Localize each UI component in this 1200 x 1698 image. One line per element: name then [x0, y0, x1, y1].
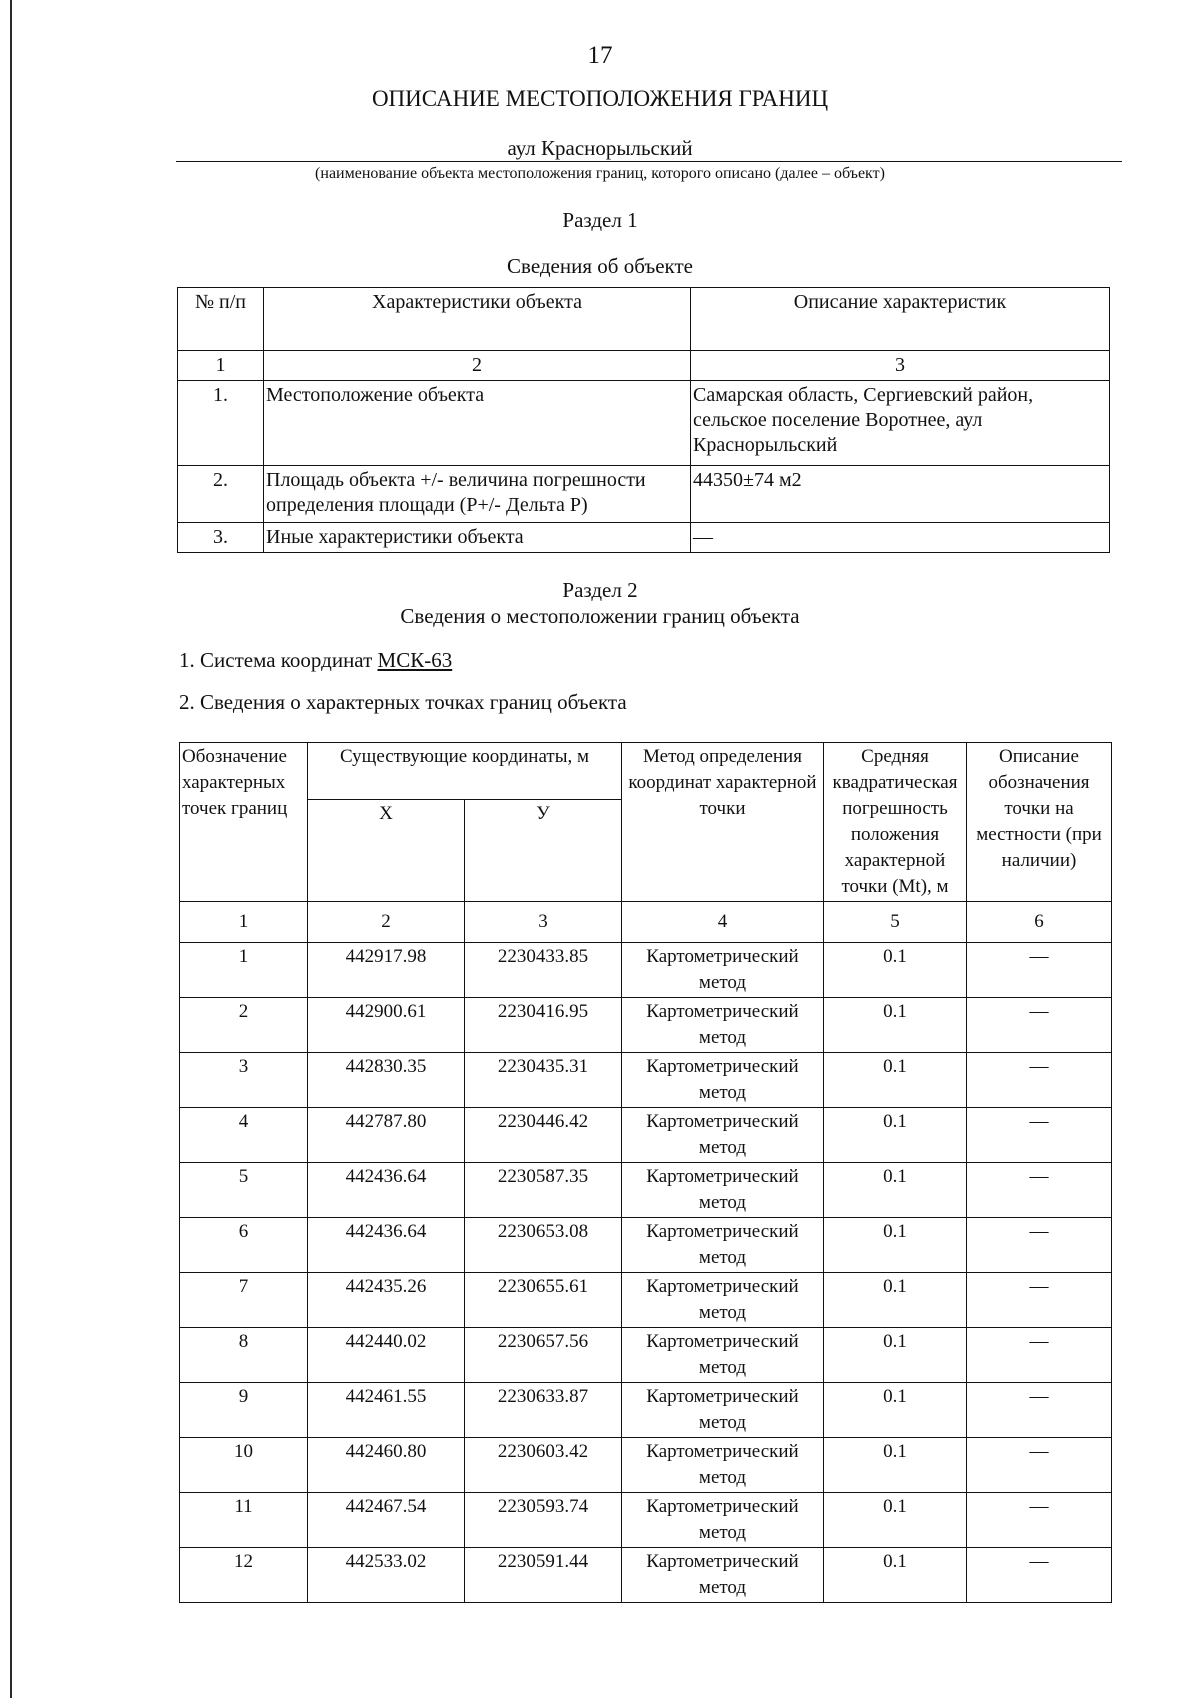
point-y: 2230653.08 [465, 1218, 622, 1273]
table-row [178, 466, 1110, 523]
coordinate-system-label: 1. Система координат [179, 648, 378, 672]
table-row [180, 1548, 1112, 1603]
point-x: 442436.64 [308, 1218, 465, 1273]
point-x: 442917.98 [308, 943, 465, 998]
header-cell-error: Средняя квадратическая погрешность положения характерной точки (Mt), м [824, 743, 967, 902]
point-error: 0.1 [824, 1383, 967, 1438]
table-row [180, 1218, 1112, 1273]
boundary-points-table [179, 742, 1112, 1603]
point-id: 11 [180, 1493, 308, 1548]
header-cell-y: У [465, 799, 622, 901]
coordinate-system-value: МСК-63 [377, 648, 453, 672]
point-y: 2230655.61 [465, 1273, 622, 1328]
table-row [180, 1438, 1112, 1493]
point-error: 0.1 [824, 1493, 967, 1548]
row-number: 3. [178, 523, 264, 553]
point-method: Картометрический метод [622, 1383, 824, 1438]
column-number-row [180, 902, 1112, 943]
point-id: 12 [180, 1548, 308, 1603]
point-error: 0.1 [824, 1273, 967, 1328]
column-number: 1 [178, 351, 264, 381]
column-number: 6 [967, 902, 1112, 943]
section1-heading: Раздел 1 [562, 208, 638, 232]
object-name: аул Краснорыльский [507, 136, 693, 160]
table-row [180, 998, 1112, 1053]
point-method: Картометрический метод [622, 1273, 824, 1328]
column-number: 4 [622, 902, 824, 943]
point-error: 0.1 [824, 1163, 967, 1218]
point-id: 7 [180, 1273, 308, 1328]
point-method: Картометрический метод [622, 998, 824, 1053]
point-method: Картометрический метод [622, 1438, 824, 1493]
row-characteristic: Местоположение объекта [264, 381, 691, 466]
point-id: 3 [180, 1053, 308, 1108]
row-description: 44350±74 м2 [691, 466, 1110, 523]
object-name-caption: (наименование объекта местоположения границ, которого описано (далее – объект) [315, 165, 885, 182]
point-y: 2230591.44 [465, 1548, 622, 1603]
header-cell-designation: Обозначение характерных точек границ [180, 743, 308, 902]
header-cell-number: № п/п [178, 288, 264, 351]
point-error: 0.1 [824, 1108, 967, 1163]
document-title: ОПИСАНИЕ МЕСТОПОЛОЖЕНИЯ ГРАНИЦ [371, 86, 829, 111]
point-error: 0.1 [824, 1328, 967, 1383]
table-row [180, 1328, 1112, 1383]
point-method: Картометрический метод [622, 1328, 824, 1383]
point-x: 442460.80 [308, 1438, 465, 1493]
point-id: 8 [180, 1328, 308, 1383]
header-cell-x: X [308, 799, 465, 901]
table-header-row [178, 288, 1110, 351]
table-row [180, 1383, 1112, 1438]
header-cell-coordinates: Существующие координаты, м [308, 743, 622, 800]
column-number: 2 [308, 902, 465, 943]
table-row [180, 1053, 1112, 1108]
point-y: 2230433.85 [465, 943, 622, 998]
point-id: 2 [180, 998, 308, 1053]
point-x: 442440.02 [308, 1328, 465, 1383]
point-method: Картометрический метод [622, 1493, 824, 1548]
point-method: Картометрический метод [622, 1218, 824, 1273]
page-number: 17 [587, 42, 613, 69]
column-number: 1 [180, 902, 308, 943]
section1-subheading: Сведения об объекте [507, 254, 693, 278]
row-description: Самарская область, Сергиевский район, сельское поселение Воротнее, аул Краснорыльский [691, 381, 1110, 466]
points-heading: 2. Сведения о характерных точках границ объекта [179, 690, 627, 714]
table-row [178, 381, 1110, 466]
point-id: 5 [180, 1163, 308, 1218]
point-error: 0.1 [824, 998, 967, 1053]
column-number-row [178, 351, 1110, 381]
point-description: — [967, 1273, 1112, 1328]
point-method: Картометрический метод [622, 943, 824, 998]
header-cell-description: Описание характеристик [691, 288, 1110, 351]
coordinate-system-line [179, 648, 452, 673]
table-row [180, 1163, 1112, 1218]
point-x: 442787.80 [308, 1108, 465, 1163]
column-number: 3 [465, 902, 622, 943]
point-y: 2230603.42 [465, 1438, 622, 1493]
section2-heading: Раздел 2 [562, 578, 638, 602]
point-description: — [967, 1053, 1112, 1108]
point-y: 2230633.87 [465, 1383, 622, 1438]
point-x: 442533.02 [308, 1548, 465, 1603]
header-cell-characteristic: Характеристики объекта [264, 288, 691, 351]
point-description: — [967, 943, 1112, 998]
point-y: 2230657.56 [465, 1328, 622, 1383]
section2-subheading: Сведения о местоположении границ объекта [400, 604, 800, 628]
point-description: — [967, 1548, 1112, 1603]
point-error: 0.1 [824, 1548, 967, 1603]
point-description: — [967, 1218, 1112, 1273]
point-y: 2230593.74 [465, 1493, 622, 1548]
point-error: 0.1 [824, 943, 967, 998]
point-description: — [967, 998, 1112, 1053]
point-description: — [967, 1438, 1112, 1493]
point-id: 9 [180, 1383, 308, 1438]
column-number: 2 [264, 351, 691, 381]
point-id: 1 [180, 943, 308, 998]
point-description: — [967, 1383, 1112, 1438]
point-description: — [967, 1163, 1112, 1218]
point-y: 2230435.31 [465, 1053, 622, 1108]
header-cell-method: Метод определения координат характерной точки [622, 743, 824, 902]
row-number: 1. [178, 381, 264, 466]
point-method: Картометрический метод [622, 1548, 824, 1603]
row-characteristic: Иные характеристики объекта [264, 523, 691, 553]
row-description: — [691, 523, 1110, 553]
point-x: 442435.26 [308, 1273, 465, 1328]
header-cell-point-description: Описание обозначения точки на местности (при наличии) [967, 743, 1112, 902]
object-name-underline [176, 161, 1122, 162]
column-number: 3 [691, 351, 1110, 381]
point-x: 442461.55 [308, 1383, 465, 1438]
row-number: 2. [178, 466, 264, 523]
table-header-row [180, 743, 1112, 800]
table-row [180, 1108, 1112, 1163]
point-x: 442830.35 [308, 1053, 465, 1108]
point-id: 6 [180, 1218, 308, 1273]
point-error: 0.1 [824, 1053, 967, 1108]
point-x: 442436.64 [308, 1163, 465, 1218]
table-row [180, 1493, 1112, 1548]
point-y: 2230587.35 [465, 1163, 622, 1218]
table-row [180, 1273, 1112, 1328]
table-row [178, 523, 1110, 553]
point-y: 2230446.42 [465, 1108, 622, 1163]
row-characteristic: Площадь объекта +/- величина погрешности определения площади (P+/- Дельта P) [264, 466, 691, 523]
point-description: — [967, 1108, 1112, 1163]
point-method: Картометрический метод [622, 1163, 824, 1218]
point-error: 0.1 [824, 1218, 967, 1273]
point-y: 2230416.95 [465, 998, 622, 1053]
point-description: — [967, 1328, 1112, 1383]
point-error: 0.1 [824, 1438, 967, 1493]
point-id: 10 [180, 1438, 308, 1493]
point-id: 4 [180, 1108, 308, 1163]
point-method: Картометрический метод [622, 1053, 824, 1108]
point-description: — [967, 1493, 1112, 1548]
table-row [180, 943, 1112, 998]
point-x: 442467.54 [308, 1493, 465, 1548]
point-method: Картометрический метод [622, 1108, 824, 1163]
point-x: 442900.61 [308, 998, 465, 1053]
object-info-table [177, 287, 1110, 553]
column-number: 5 [824, 902, 967, 943]
